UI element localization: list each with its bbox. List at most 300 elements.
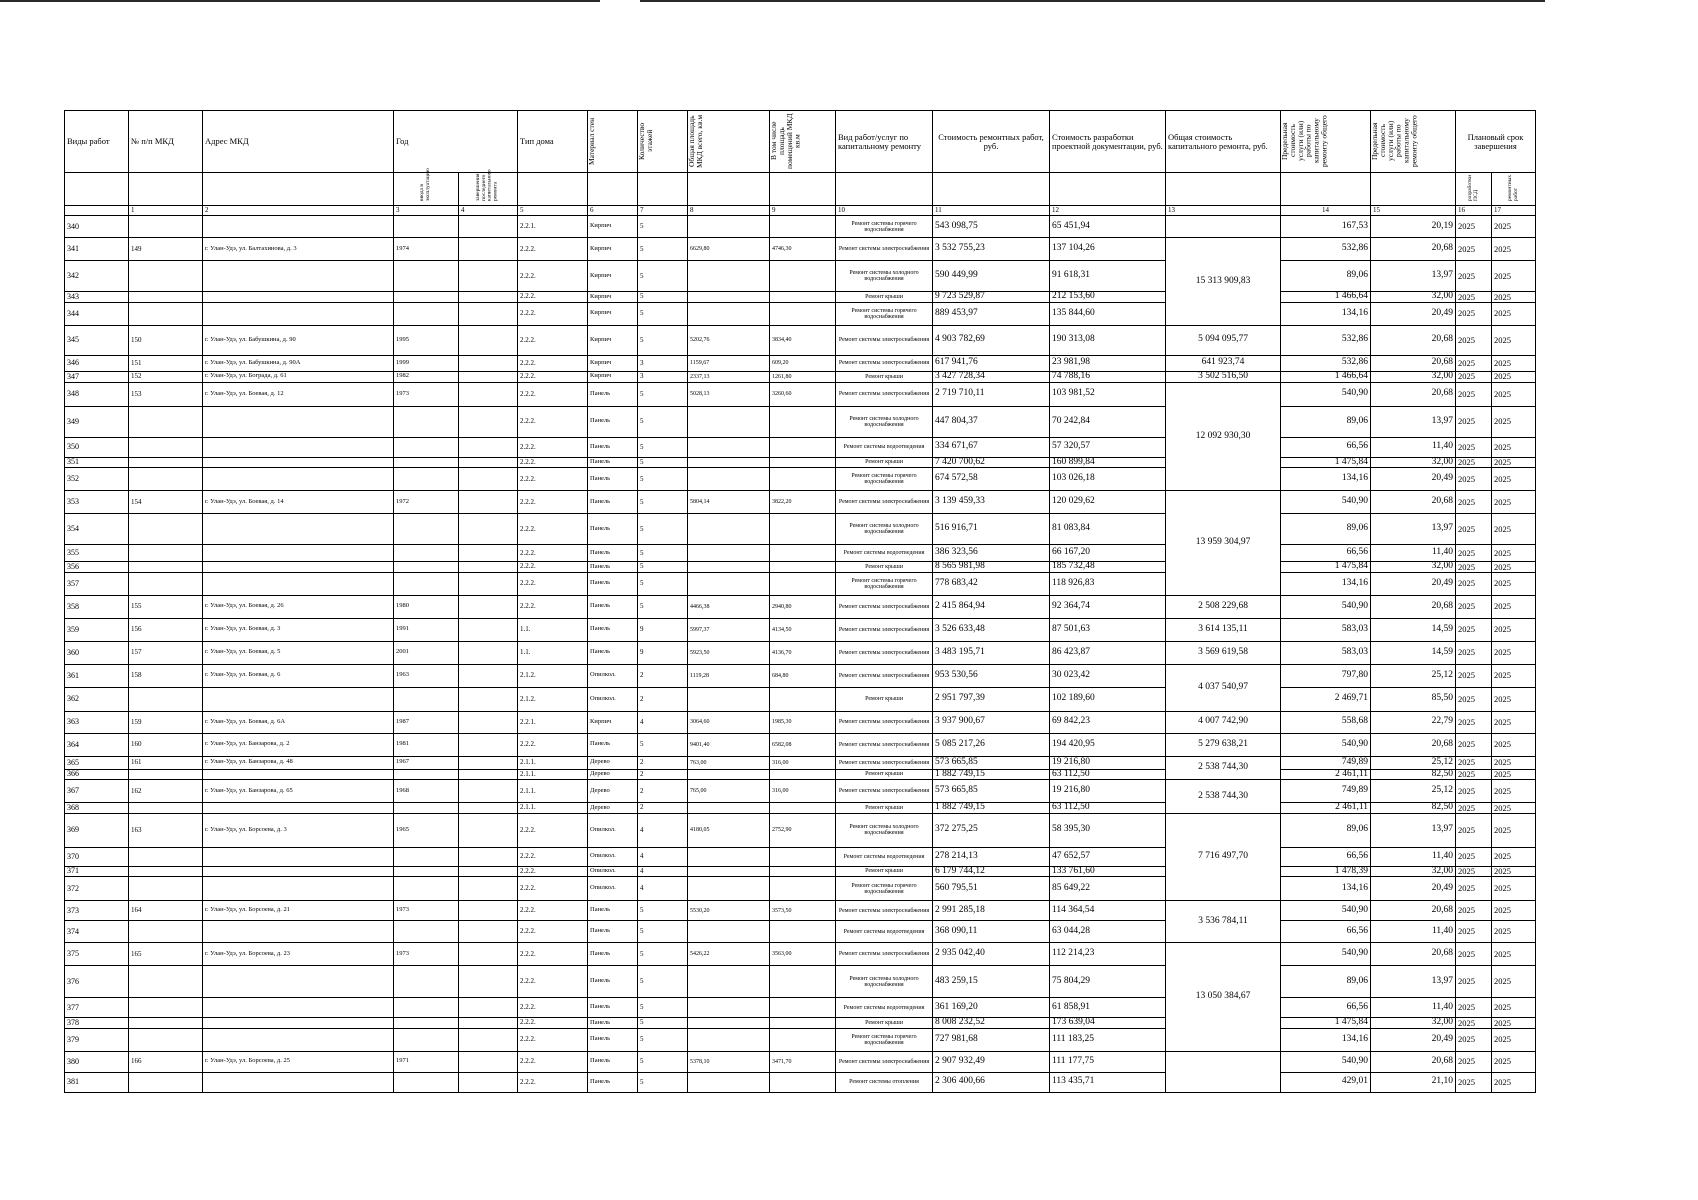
work-type-cell: Ремонт системы электроснабжения [836, 325, 933, 355]
work-type-cell: Ремонт системы электроснабжения [836, 711, 933, 733]
year-repair-cell [459, 877, 518, 901]
table-row [65, 437, 1536, 457]
wall-material-cell: Панель [588, 1028, 638, 1051]
mkd-number-cell [129, 562, 203, 573]
area-total-cell: 765,00 [688, 780, 770, 803]
limit-cost-1-cell: 532,86 [1281, 238, 1371, 261]
wall-material-cell: Опилкол. [588, 687, 638, 711]
year-repair-cell [459, 292, 518, 303]
year-built-cell [394, 514, 459, 545]
cost-total-cell: 4 007 742,90 [1166, 711, 1281, 733]
limit-cost-1-cell: 66,56 [1281, 545, 1371, 562]
wall-material-cell: Панель [588, 468, 638, 491]
term-design-cell: 2025 [1456, 1051, 1492, 1072]
mkd-number-cell: 160 [129, 733, 203, 756]
table-row [65, 562, 1536, 573]
area-total-cell [688, 998, 770, 1018]
wall-material-cell: Кирпич [588, 292, 638, 303]
mkd-number-cell [129, 847, 203, 866]
area-total-cell: 5804,14 [688, 491, 770, 514]
cost-total-cell: 641 923,74 [1166, 355, 1281, 371]
house-type-cell: 2.2.2. [518, 292, 588, 303]
table-row [65, 371, 1536, 382]
row-number-cell: 348 [65, 382, 129, 406]
table-row [65, 491, 1536, 514]
scan-edge-gap [600, 0, 640, 2]
column-number: 14 [1281, 206, 1371, 216]
year-repair-cell [459, 261, 518, 292]
house-type-cell: 2.1.1. [518, 769, 588, 780]
work-type-cell: Ремонт системы водоотведения [836, 921, 933, 943]
year-built-cell [394, 921, 459, 943]
row-number-cell: 356 [65, 562, 129, 573]
mkd-number-cell [129, 1028, 203, 1051]
house-type-cell: 2.2.2. [518, 355, 588, 371]
subheader-blank-cell [1281, 173, 1371, 206]
work-type-cell: Ремонт крыши [836, 457, 933, 468]
wall-material-cell: Панель [588, 921, 638, 943]
column-number: 5 [518, 206, 588, 216]
cost-total-cell: 15 313 909,83 [1166, 238, 1281, 326]
term-design-cell: 2025 [1456, 468, 1492, 491]
mkd-number-cell: 152 [129, 371, 203, 382]
house-type-cell: 2.2.2. [518, 238, 588, 261]
row-number-cell: 365 [65, 756, 129, 769]
term-design-cell: 2025 [1456, 545, 1492, 562]
term-works-cell: 2025 [1492, 238, 1536, 261]
wall-material-cell: Кирпич [588, 216, 638, 238]
area-total-cell [688, 261, 770, 292]
house-type-cell: 2.2.2. [518, 406, 588, 437]
table-row [65, 943, 1536, 966]
subheader-year-built-cell [394, 168, 459, 206]
wall-material-cell: Кирпич [588, 261, 638, 292]
year-built-cell [394, 769, 459, 780]
mkd-number-cell [129, 1018, 203, 1029]
address-cell: г. Улан-Удэ, ул. Боевая, д. 12 [203, 382, 394, 406]
area-premises-cell: 316,00 [770, 756, 836, 769]
term-works-cell: 2025 [1492, 866, 1536, 877]
term-design-cell: 2025 [1456, 292, 1492, 303]
subheader-term-design: разработки ПСД [1466, 174, 1479, 201]
row-number-cell: 354 [65, 514, 129, 545]
limit-cost-2-cell: 25,12 [1371, 664, 1456, 687]
limit-cost-1-cell: 167,53 [1281, 216, 1371, 238]
address-cell [203, 545, 394, 562]
cost-works-cell: 1 882 749,15 [933, 769, 1050, 780]
term-works-cell: 2025 [1492, 847, 1536, 866]
wall-material-cell: Панель [588, 966, 638, 998]
cost-total-cell: 7 716 497,70 [1166, 813, 1281, 901]
work-type-cell: Ремонт крыши [836, 371, 933, 382]
table-row [65, 595, 1536, 618]
limit-cost-2-cell: 82,50 [1371, 769, 1456, 780]
work-type-cell: Ремонт крыши [836, 562, 933, 573]
floors-cell: 5 [638, 595, 688, 618]
term-design-cell: 2025 [1456, 1018, 1492, 1029]
term-design-cell: 2025 [1456, 966, 1492, 998]
cost-works-cell: 3 483 195,71 [933, 641, 1050, 664]
house-type-cell: 2.2.2. [518, 595, 588, 618]
limit-cost-2-cell: 20,19 [1371, 216, 1456, 238]
term-design-cell: 2025 [1456, 261, 1492, 292]
house-type-cell: 2.2.2. [518, 1051, 588, 1072]
house-type-cell: 1.1. [518, 641, 588, 664]
limit-cost-2-cell: 20,68 [1371, 943, 1456, 966]
table-row [65, 325, 1536, 355]
work-type-cell: Ремонт системы электроснабжения [836, 664, 933, 687]
cost-design-cell: 111 183,25 [1050, 1028, 1166, 1051]
cost-design-cell: 102 189,60 [1050, 687, 1166, 711]
year-built-cell [394, 877, 459, 901]
year-repair-cell [459, 545, 518, 562]
address-cell: г. Улан-Удэ, ул. Бабушкина, д. 90 [203, 325, 394, 355]
cost-design-cell: 75 804,29 [1050, 966, 1166, 998]
term-works-cell: 2025 [1492, 780, 1536, 803]
year-repair-cell [459, 355, 518, 371]
year-repair-cell [459, 514, 518, 545]
area-premises-cell [770, 437, 836, 457]
floors-cell: 5 [638, 562, 688, 573]
subheader-row [65, 173, 1536, 206]
cost-design-cell: 133 761,60 [1050, 866, 1166, 877]
cost-works-cell: 361 169,20 [933, 998, 1050, 1018]
subheader-year-repair: завершения последнего капитального ремонта [475, 169, 499, 201]
cost-design-cell: 185 732,48 [1050, 562, 1166, 573]
area-premises-cell: 609,20 [770, 355, 836, 371]
area-premises-cell [770, 406, 836, 437]
cost-total-cell [1166, 216, 1281, 238]
limit-cost-2-cell: 20,68 [1371, 595, 1456, 618]
cost-works-cell: 4 903 782,69 [933, 325, 1050, 355]
address-cell: г. Улан-Удэ, ул. Борсоева, д. 25 [203, 1051, 394, 1072]
limit-cost-1-cell: 1 478,39 [1281, 866, 1371, 877]
subheader-term-works: ремонтных работ [1506, 174, 1519, 201]
term-design-cell: 2025 [1456, 382, 1492, 406]
term-design-cell: 2025 [1456, 216, 1492, 238]
house-type-cell: 2.2.2. [518, 491, 588, 514]
year-repair-cell [459, 641, 518, 664]
limit-cost-2-cell: 11,40 [1371, 545, 1456, 562]
year-built-cell [394, 1028, 459, 1051]
header-house-type: Тип дома [518, 111, 588, 173]
term-design-cell: 2025 [1456, 641, 1492, 664]
area-premises-cell [770, 921, 836, 943]
area-total-cell [688, 847, 770, 866]
term-works-cell: 2025 [1492, 261, 1536, 292]
area-premises-cell [770, 1028, 836, 1051]
limit-cost-1-cell: 89,06 [1281, 813, 1371, 847]
table-row [65, 780, 1536, 803]
term-design-cell: 2025 [1456, 943, 1492, 966]
mkd-number-cell: 155 [129, 595, 203, 618]
mkd-number-cell: 154 [129, 491, 203, 514]
limit-cost-1-cell: 540,90 [1281, 901, 1371, 921]
table-row [65, 355, 1536, 371]
area-premises-cell [770, 1072, 836, 1092]
limit-cost-1-cell: 66,56 [1281, 847, 1371, 866]
cost-design-cell: 58 395,30 [1050, 813, 1166, 847]
row-number-cell: 380 [65, 1051, 129, 1072]
row-number-cell: 341 [65, 238, 129, 261]
year-repair-cell [459, 457, 518, 468]
year-built-cell: 1973 [394, 382, 459, 406]
row-number-cell: 376 [65, 966, 129, 998]
row-number-cell: 353 [65, 491, 129, 514]
limit-cost-1-cell: 749,89 [1281, 780, 1371, 803]
mkd-number-cell: 159 [129, 711, 203, 733]
mkd-number-cell [129, 921, 203, 943]
mkd-number-cell [129, 998, 203, 1018]
wall-material-cell: Панель [588, 545, 638, 562]
term-design-cell: 2025 [1456, 901, 1492, 921]
header-work-type: Вид работ/услуг по капитальному ремонту [836, 111, 933, 173]
cost-design-cell: 92 364,74 [1050, 595, 1166, 618]
cost-design-cell: 114 364,54 [1050, 901, 1166, 921]
floors-cell: 5 [638, 292, 688, 303]
area-total-cell [688, 216, 770, 238]
work-type-cell: Ремонт системы электроснабжения [836, 382, 933, 406]
year-repair-cell [459, 437, 518, 457]
subheader-blank-cell [638, 173, 688, 206]
cost-design-cell: 69 842,23 [1050, 711, 1166, 733]
column-number: 3 [394, 206, 459, 216]
work-type-cell: Ремонт системы электроснабжения [836, 901, 933, 921]
year-built-cell: 1982 [394, 371, 459, 382]
area-total-cell [688, 545, 770, 562]
header-area-premises-cell [770, 111, 836, 173]
address-cell [203, 1028, 394, 1051]
house-type-cell: 1.1. [518, 618, 588, 641]
wall-material-cell: Кирпич [588, 711, 638, 733]
row-number-cell: 361 [65, 664, 129, 687]
cost-works-cell: 2 719 710,11 [933, 382, 1050, 406]
row-number-cell: 346 [65, 355, 129, 371]
row-number-cell: 352 [65, 468, 129, 491]
row-number-cell: 358 [65, 595, 129, 618]
limit-cost-2-cell: 21,10 [1371, 1072, 1456, 1092]
year-built-cell [394, 468, 459, 491]
area-premises-cell: 6582,08 [770, 733, 836, 756]
address-cell: г. Улан-Удэ, ул. Боевая, д. 5 [203, 641, 394, 664]
mkd-number-cell [129, 866, 203, 877]
cost-design-cell: 87 501,63 [1050, 618, 1166, 641]
area-total-cell: 5028,13 [688, 382, 770, 406]
area-premises-cell [770, 261, 836, 292]
work-type-cell: Ремонт крыши [836, 1018, 933, 1029]
floors-cell: 4 [638, 847, 688, 866]
year-repair-cell [459, 733, 518, 756]
table-row [65, 803, 1536, 814]
header-area-total-cell [688, 111, 770, 173]
row-number-cell: 350 [65, 437, 129, 457]
wall-material-cell: Кирпич [588, 238, 638, 261]
row-number-cell: 357 [65, 572, 129, 595]
column-number [65, 206, 129, 216]
wall-material-cell: Панель [588, 572, 638, 595]
row-number-cell: 342 [65, 261, 129, 292]
area-premises-cell: 4746,30 [770, 238, 836, 261]
work-type-cell: Ремонт системы горячего водоснабжения [836, 468, 933, 491]
mkd-number-cell: 156 [129, 618, 203, 641]
limit-cost-1-cell: 134,16 [1281, 572, 1371, 595]
mkd-number-cell [129, 572, 203, 595]
address-cell: г. Улан-Удэ, ул. Банзарова, д. 2 [203, 733, 394, 756]
year-repair-cell [459, 562, 518, 573]
column-number: 11 [933, 206, 1050, 216]
mkd-number-cell: 150 [129, 325, 203, 355]
year-repair-cell [459, 238, 518, 261]
term-works-cell: 2025 [1492, 664, 1536, 687]
year-repair-cell [459, 325, 518, 355]
cost-design-cell: 63 112,50 [1050, 769, 1166, 780]
cost-total-cell: 3 614 135,11 [1166, 618, 1281, 641]
house-type-cell: 2.1.1. [518, 803, 588, 814]
house-type-cell: 2.2.1. [518, 711, 588, 733]
limit-cost-1-cell: 540,90 [1281, 733, 1371, 756]
floors-cell: 4 [638, 877, 688, 901]
floors-cell: 5 [638, 261, 688, 292]
wall-material-cell: Панель [588, 1072, 638, 1092]
house-type-cell: 2.2.2. [518, 325, 588, 355]
limit-cost-1-cell: 89,06 [1281, 261, 1371, 292]
floors-cell: 5 [638, 1018, 688, 1029]
work-type-cell: Ремонт системы электроснабжения [836, 595, 933, 618]
year-repair-cell [459, 813, 518, 847]
limit-cost-1-cell: 797,80 [1281, 664, 1371, 687]
area-total-cell [688, 437, 770, 457]
area-premises-cell [770, 998, 836, 1018]
house-type-cell: 2.2.2. [518, 572, 588, 595]
year-repair-cell [459, 921, 518, 943]
subheader-year-built: ввода в эксплуатацию [419, 168, 431, 201]
work-type-cell: Ремонт крыши [836, 687, 933, 711]
cost-design-cell: 63 112,50 [1050, 803, 1166, 814]
address-cell: г. Улан-Удэ, ул. Бограда, д. 61 [203, 371, 394, 382]
row-number-cell: 378 [65, 1018, 129, 1029]
cost-design-cell: 19 216,80 [1050, 756, 1166, 769]
address-cell [203, 514, 394, 545]
cost-works-cell: 573 665,85 [933, 756, 1050, 769]
wall-material-cell: Панель [588, 514, 638, 545]
term-works-cell: 2025 [1492, 325, 1536, 355]
limit-cost-1-cell: 1 466,64 [1281, 292, 1371, 303]
limit-cost-2-cell: 32,00 [1371, 1018, 1456, 1029]
header-floors: Количество этажей [637, 122, 654, 160]
cost-total-cell: 2 538 744,30 [1166, 780, 1281, 814]
floors-cell: 5 [638, 238, 688, 261]
year-repair-cell [459, 664, 518, 687]
mkd-number-cell [129, 406, 203, 437]
limit-cost-2-cell: 20,68 [1371, 733, 1456, 756]
table-row [65, 756, 1536, 769]
house-type-cell: 2.2.2. [518, 1028, 588, 1051]
year-repair-cell [459, 1018, 518, 1029]
term-design-cell: 2025 [1456, 687, 1492, 711]
work-type-cell: Ремонт системы отопления [836, 1072, 933, 1092]
cost-works-cell: 590 449,99 [933, 261, 1050, 292]
term-design-cell: 2025 [1456, 664, 1492, 687]
table-row [65, 1051, 1536, 1072]
year-built-cell [394, 437, 459, 457]
term-design-cell: 2025 [1456, 711, 1492, 733]
cost-works-cell: 3 937 900,67 [933, 711, 1050, 733]
column-number: 12 [1050, 206, 1166, 216]
row-number-cell: 362 [65, 687, 129, 711]
row-number-cell: 343 [65, 292, 129, 303]
floors-cell: 5 [638, 406, 688, 437]
header-limit-cost-1: Предельная стоимость услуги (или) работы по капитальному ремонту общего [1280, 114, 1329, 167]
year-repair-cell [459, 371, 518, 382]
house-type-cell: 2.2.2. [518, 382, 588, 406]
row-number-cell: 369 [65, 813, 129, 847]
area-premises-cell: 3822,20 [770, 491, 836, 514]
table-row [65, 813, 1536, 847]
work-type-cell: Ремонт системы водоотведения [836, 847, 933, 866]
term-design-cell: 2025 [1456, 457, 1492, 468]
area-total-cell [688, 457, 770, 468]
year-repair-cell [459, 966, 518, 998]
area-premises-cell [770, 562, 836, 573]
limit-cost-1-cell: 540,90 [1281, 595, 1371, 618]
wall-material-cell: Дерево [588, 780, 638, 803]
year-built-cell [394, 406, 459, 437]
term-works-cell: 2025 [1492, 943, 1536, 966]
row-number-cell: 349 [65, 406, 129, 437]
wall-material-cell: Панель [588, 406, 638, 437]
limit-cost-1-cell: 749,89 [1281, 756, 1371, 769]
row-number-cell: 351 [65, 457, 129, 468]
cost-design-cell: 85 649,22 [1050, 877, 1166, 901]
term-design-cell: 2025 [1456, 921, 1492, 943]
subheader-year-repair-cell [459, 169, 518, 206]
row-number-cell: 359 [65, 618, 129, 641]
floors-cell: 2 [638, 780, 688, 803]
table-row [65, 877, 1536, 901]
wall-material-cell: Панель [588, 562, 638, 573]
address-cell: г. Улан-Удэ, ул. Боевая, д. 14 [203, 491, 394, 514]
wall-material-cell: Дерево [588, 756, 638, 769]
floors-cell: 5 [638, 514, 688, 545]
cost-works-cell: 386 323,56 [933, 545, 1050, 562]
area-total-cell: 4180,05 [688, 813, 770, 847]
year-built-cell: 1981 [394, 733, 459, 756]
term-works-cell: 2025 [1492, 921, 1536, 943]
house-type-cell: 2.2.1. [518, 216, 588, 238]
area-premises-cell: 4134,50 [770, 618, 836, 641]
year-built-cell [394, 803, 459, 814]
cost-design-cell: 74 788,16 [1050, 371, 1166, 382]
area-total-cell [688, 877, 770, 901]
address-cell: г. Улан-Удэ, ул. Боевая, д. 3 [203, 618, 394, 641]
mkd-number-cell: 165 [129, 943, 203, 966]
mkd-number-cell: 162 [129, 780, 203, 803]
subheader-blank-cell [933, 173, 1050, 206]
cost-works-cell: 278 214,13 [933, 847, 1050, 866]
area-premises-cell [770, 302, 836, 325]
area-total-cell: 5426,22 [688, 943, 770, 966]
area-total-cell [688, 562, 770, 573]
cost-works-cell: 3 139 459,33 [933, 491, 1050, 514]
year-repair-cell [459, 769, 518, 780]
area-total-cell: 5997,37 [688, 618, 770, 641]
term-design-cell: 2025 [1456, 877, 1492, 901]
cost-works-cell: 5 085 217,26 [933, 733, 1050, 756]
cost-total-cell: 13 959 304,97 [1166, 491, 1281, 596]
work-type-cell: Ремонт системы водоотведения [836, 998, 933, 1018]
mkd-number-cell [129, 803, 203, 814]
table-row [65, 545, 1536, 562]
